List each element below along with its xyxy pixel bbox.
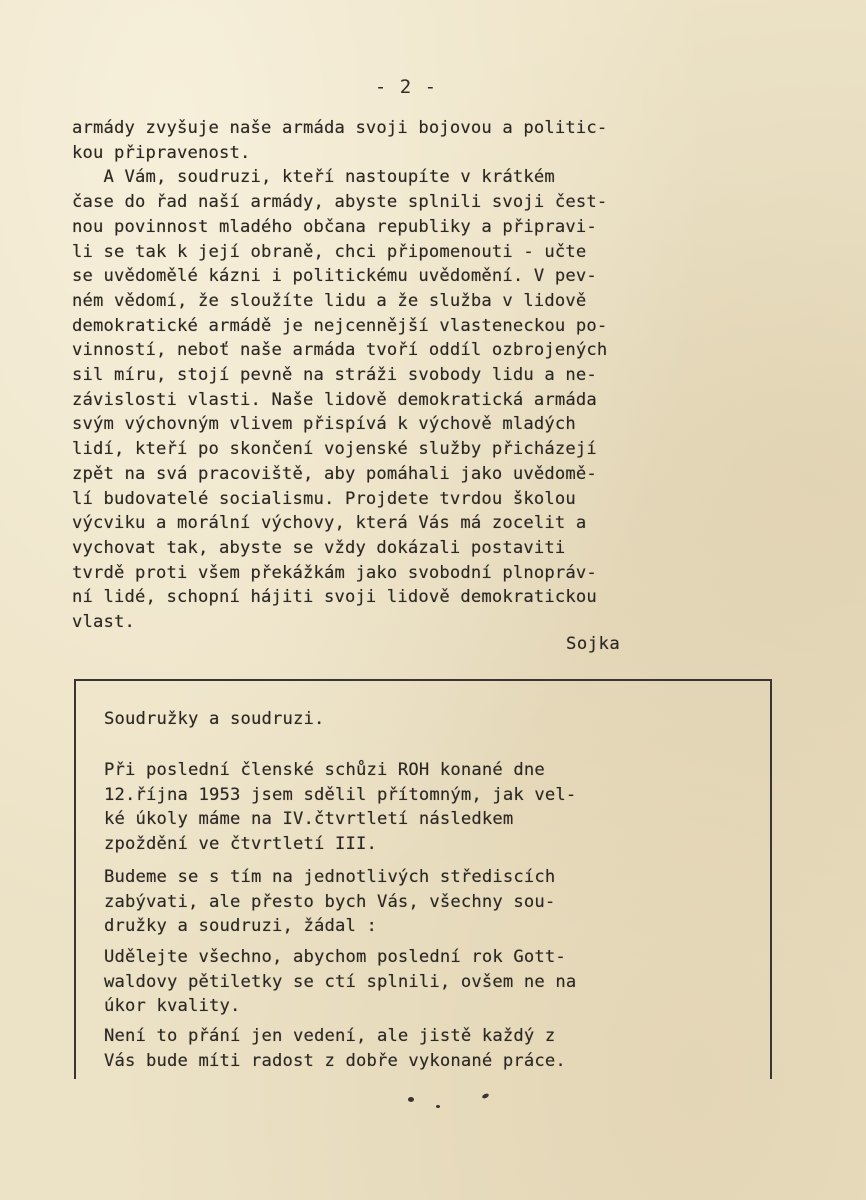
notice-paragraph: Udělejte všechno, abychom poslední rok Gott- waldovy pětiletky se ctí splnili, ovšem ne na úkor kvality. bbox=[104, 947, 577, 1016]
page-number: - 2 - bbox=[374, 76, 438, 98]
ink-speck bbox=[481, 1093, 489, 1100]
notice-salutation: Soudružky a soudruzi. bbox=[104, 709, 325, 729]
notice-paragraph: Při poslední členské schůzi ROH konané dne 12.října 1953 jsem sdělil přítomným, jak vel- ké úkoly máme na IV.čtvrtletí následkem zpoždění ve čtvrtletí III. bbox=[104, 760, 577, 854]
notice-box bbox=[74, 679, 772, 1079]
signature: Sojka bbox=[566, 634, 621, 654]
ink-speck bbox=[408, 1097, 414, 1102]
ink-speck bbox=[436, 1105, 440, 1108]
letter-body: armády zvyšuje naše armáda svoji bojovou a politic- kou připravenost. A Vám, soudruzi, kteří nastoupíte v krátkém čase do řad naší armády, abyste splnili svoji čest- nou povinnost mladého občana republiky a připravi- li se tak k její obraně, chci připomenouti - učte se uvědomělé kázni i politickému uvědomění. V pev- ném vědomí, že sloužíte lidu a že služba v lidově demokratické armádě je nejcennější vlasteneckou po- vinností, neboť naše armáda tvoří oddíl ozbrojených sil míru, stojí pevně na stráži svobody lidu a ne- závislosti vlasti. Naše lidově demokratická armáda svým výchovným vlivem přispívá k výchově mladých lidí, kteří po skončení vojenské služby přicházejí zpět na svá pracoviště, aby pomáhali jako uvědomě- lí budovatelé socialismu. Projdete tvrdou školou výcviku a morální výchovy, která Vás má zocelit a vychovat tak, abyste se vždy dokázali postaviti tvrdě proti všem překážkám jako svobodní plnopráv- ní lidé, schopní hájiti svoji lidově demokratickou vlast. bbox=[72, 118, 608, 633]
notice-paragraph: Není to přání jen vedení, ale jistě každý z Vás bude míti radost z dobře vykonané práce. bbox=[104, 1026, 566, 1071]
notice-paragraph: Budeme se s tím na jednotlivých střediscích zabývati, ale přesto bych Vás, všechny sou- družky a soudruzi, žádal : bbox=[104, 867, 556, 936]
